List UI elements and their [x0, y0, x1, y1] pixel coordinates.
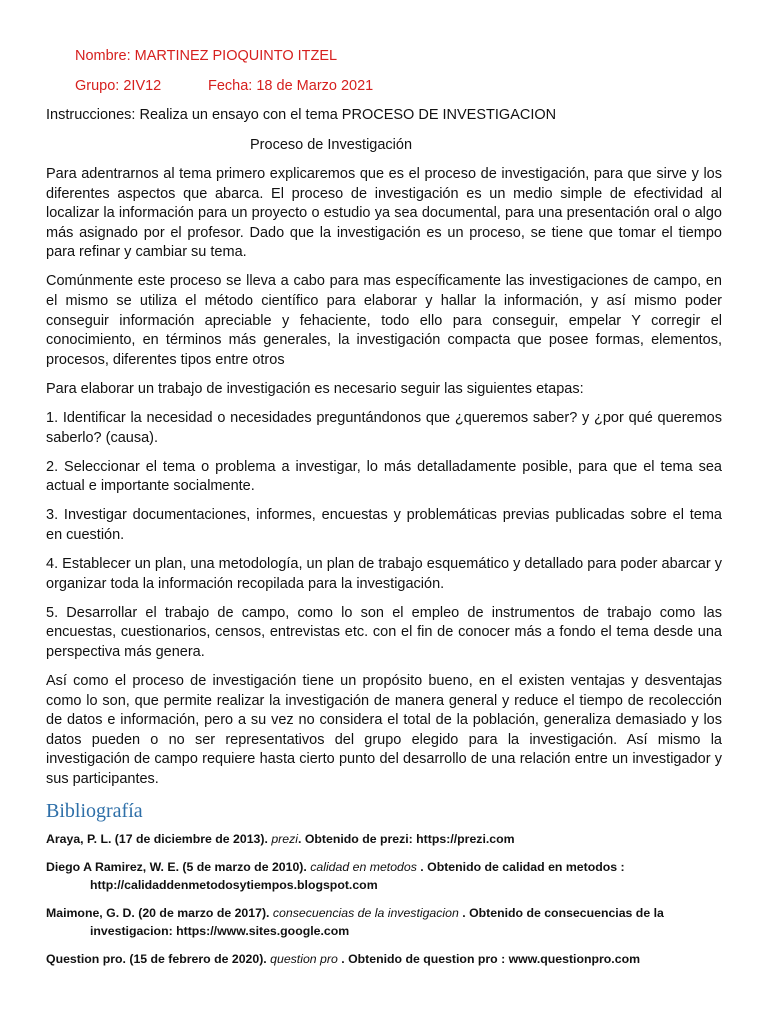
student-group: Grupo: 2IV12: [75, 78, 162, 94]
bibliography-entry: [46, 950, 726, 968]
stage-item-3: 3. Investigar documentaciones, informes, encuestas y problemáticas previas publicadas sobre el tema en cuestión.: [46, 507, 722, 543]
ref-author: Araya, P. L. (17 de diciembre de 2013).: [46, 832, 272, 846]
bibliography-entry: [46, 830, 726, 848]
stage-item-5: 5. Desarrollar el trabajo de campo, como lo son el empleo de instrumentos de trabajo como las encuestas, cuestionarios, censos, entrevistas etc. con el fin de conocer más a fondo el tema desde una perspectiva más genera.: [46, 604, 722, 660]
ref-title: prezi: [271, 832, 298, 846]
paragraph-method: Comúnmente este proceso se lleva a cabo para mas específicamente las investigaciones de campo, en el mismo se utiliza el método científico para elaborar y hallar la información, y así mismo poder conseguir información apreciable y fehaciente, todo ello para conseguir, empelar Y corregir el conocimiento, en términos más generales, la investigación compacta que posee formas, elementos, procesos, diferentes tipos entre otros: [46, 273, 722, 368]
stage-item-2: 2. Seleccionar el tema o problema a investigar, lo más detalladamente posible, para que el tema sea actual e importante socialmente.: [46, 458, 722, 495]
stage-item-1: 1. Identificar la necesidad o necesidades preguntándonos que ¿queremos saber? y ¿por qué queremos saberlo? (causa).: [46, 410, 722, 446]
bibliography-list: [46, 830, 726, 978]
student-name: Nombre: MARTINEZ PIOQUINTO ITZEL: [75, 48, 338, 64]
instructions-line: Instrucciones: Realiza un ensayo con el tema PROCESO DE INVESTIGACION: [46, 107, 557, 123]
ref-source: . Obtenido de prezi: https://prezi.com: [297, 832, 515, 846]
ref-source: . Obtenido de calidad en metodos : http://calidaddenmetodosytiempos.blogspot.com: [90, 860, 625, 892]
essay-title: Proceso de Investigación: [250, 137, 413, 153]
bibliography-heading: Bibliografía: [46, 800, 143, 822]
ref-source: . Obtenido de consecuencias de la investigacion: https://www.sites.google.com: [90, 906, 664, 938]
stage-item-4: 4. Establecer un plan, una metodología, un plan de trabajo esquemático y detallado para poder abarcar y organizar toda la información recopilada para la investigación.: [46, 556, 722, 592]
paragraph-stages-intro: Para elaborar un trabajo de investigación es necesario seguir las siguientes etapas:: [46, 380, 584, 397]
paragraph-intro: Para adentrarnos al tema primero explicaremos que es el proceso de investigación, para que sirve y los diferentes aspectos que abarca. El proceso de investigación es un medio simple de efectividad al localizar la información para un proyecto o estudio ya sea documental, para una presentación oral o algo más asignado por el profesor. Dado que la investigación es un proceso, se tiene que tomar el tiempo para refinar y cambiar su tema.: [46, 166, 722, 261]
ref-author: Question pro. (15 de febrero de 2020).: [46, 952, 271, 966]
ref-title: calidad en metodos: [310, 860, 417, 874]
essay-body: [46, 165, 722, 799]
ref-source: . Obtenido de question pro : www.questionpro.com: [337, 952, 641, 966]
paragraph-conclusion: Así como el proceso de investigación tiene un propósito bueno, en el existen ventajas y desventajas como lo son, que permite realizar la investigación de manera general y reduce el tiempo de recolección de datos e información, pero a su vez no considera el total de la población, generaliza demasiado y los datos pueden o no ser representativos del grupo elegido para la investigación. Así mismo la investigación de campo requiere hasta cierto punto del desarrollo de una relación entre un investigador y sus participantes.: [46, 673, 722, 788]
ref-title: question pro: [270, 952, 338, 966]
ref-author: Maimone, G. D. (20 de marzo de 2017).: [46, 906, 273, 920]
ref-author: Diego A Ramirez, W. E. (5 de marzo de 2010).: [46, 860, 311, 874]
bibliography-entry: [46, 904, 726, 940]
ref-title: consecuencias de la investigacion: [272, 906, 459, 920]
bibliography-entry: [46, 858, 726, 894]
document-date: Fecha: 18 de Marzo 2021: [208, 78, 374, 94]
